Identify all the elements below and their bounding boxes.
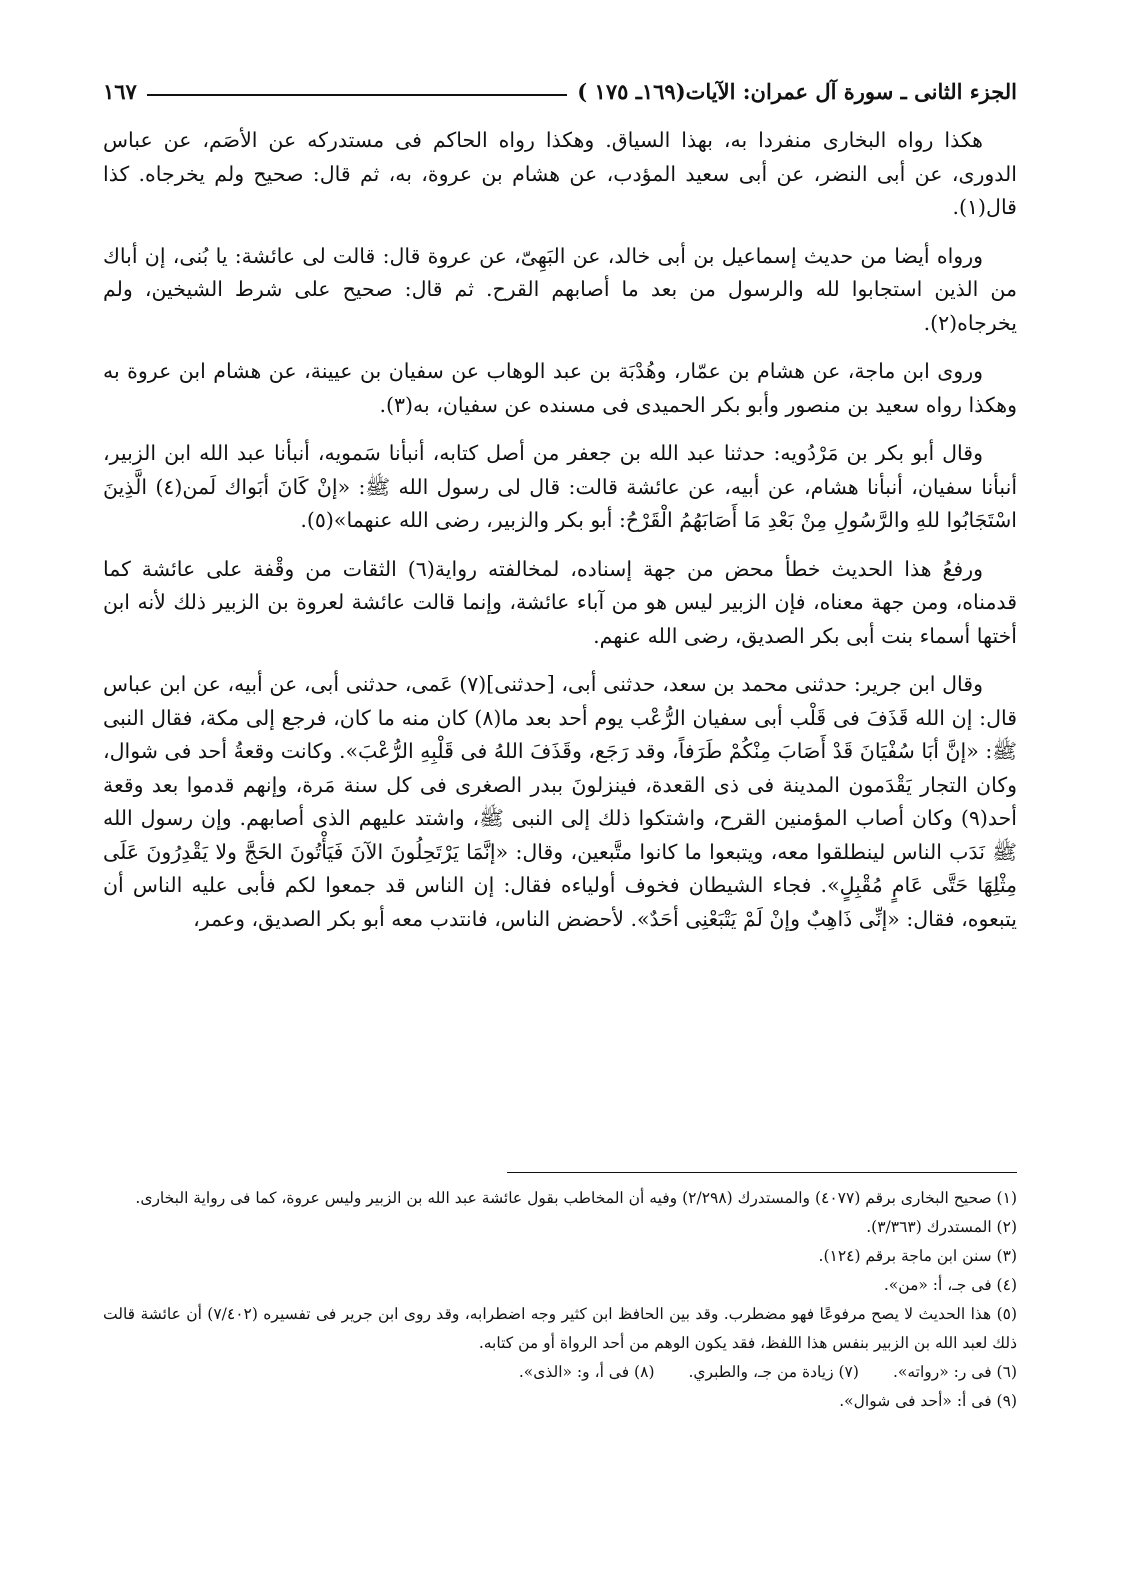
running-header — [103, 74, 1017, 108]
header-rule — [147, 94, 567, 96]
footnotes — [103, 1184, 1017, 1416]
page-number: ١٦٧ — [103, 78, 137, 104]
footnote: (١) صحيح البخارى برقم (٤٠٧٧) والمستدرك (٢/٢٩٨) وفيه أن المخاطب بقول عائشة عبد الله بن الزبير وليس عروة، كما فى رواية البخارى. — [135, 1189, 1017, 1207]
main-text — [103, 124, 1017, 951]
book-page — [103, 0, 1017, 1595]
paragraph: وقال أبو بكر بن مَرْدُويه: حدثنا عبد الله بن جعفر من أصل كتابه، أنبأنا سَمويه، أنبأنا عبد الله ابن الزبير، أنبأنا سفيان، أنبأنا هشام، عن أبيه، عن عائشة قالت: قال لى رسول الله ﷺ: «إنْ كَانَ أبَواك لَمن(٤) الَّذِينَ اسْتَجَابُوا للهِ والرَّسُولِ مِنْ بَعْدِ مَا أَصَابَهُمُ الْقَرْحُ: أبو بكر والزبير، رضى الله عنهما»(٥). — [103, 441, 1018, 532]
paragraph: ورفعُ هذا الحديث خطأ محض من جهة إسناده، لمخالفته رواية(٦) الثقات من وقْفة على عائشة كما قدمناه، ومن جهة معناه، فإن الزبير ليس هو من آباء عائشة، وإنما قالت عائشة لعروة بن الزبير ذلك لأنه ابن أختها أسماء بنت أبى بكر الصديق، رضى الله عنهم. — [103, 556, 1017, 648]
footnote: (٨) فى أ، و: «الذى». — [518, 1363, 655, 1381]
footnote-separator — [507, 1172, 1017, 1173]
paragraph: هكذا رواه البخارى منفردا به، بهذا السياق. وهكذا رواه الحاكم فى مستدركه عن الأصَم، عن عباس الدورى، عن أبى النضر، عن أبى سعيد المؤدب، عن هشام بن عروة، به، ثم قال: صحيح ولم يخرجاه. كذا قال(١). — [103, 128, 1017, 219]
footnote: (٩) فى أ: «أحد فى شوال». — [839, 1392, 1017, 1410]
footnote-row — [103, 1358, 1017, 1387]
paragraph: وقال ابن جرير: حدثنى محمد بن سعد، حدثنى أبى، [حدثنى](٧) عَمى، حدثنى أبى، عن أبيه، عن ابن عباس قال: إن الله قَذَفَ فى قَلْب أبى سفيان الرُّعْب يوم أحد بعد ما(٨) كان منه ما كان، فرجع إلى مكة، فقال النبى ﷺ: «إنَّ أبَا سُفْيَانَ قَدْ أَصَابَ مِنْكُمْ طَرَفاً، وقد رَجَع، وقَذَفَ اللهُ فى قَلْبِهِ الرُّعْبَ». وكانت وقعةُ أحد فى شوال، وكان التجار يَقْدَمون المدينة فى ذى القعدة، فينزلونَ ببدر الصغرى فى كل سنة مَرة، وإنهم قدموا بعد وقعة أحد(٩) وكان أصاب المؤمنين القرح، واشتكوا ذلك إلى النبى ﷺ، واشتد عليهم الذى أصابهم. وإن رسول الله ﷺ نَدَب الناس لينطلقوا معه، ويتبعوا ما كانوا متَّبعين، وقال: «إنَّمَا يَرْتَحِلُونَ الآنَ فَيَأْتُونَ الحَجَّ ولا يَقْدِرُونَ عَلَى مِثْلِهَا حَتَّى عَامٍ مُقْبِلٍ». فجاء الشيطان فخوف أولياءه فقال: إن الناس قد جمعوا لكم فأبى عليه الناس أن يتبعوه، فقال: «إنِّى ذَاهِبٌ وإنْ لَمْ يَتْبَعْنِى أحَدٌ». لأحضض الناس، فانتدب معه أبو بكر الصديق، وعمر، — [103, 672, 1018, 931]
footnote: (٤) فى جـ، أ: «من». — [883, 1276, 1017, 1294]
footnote: (٥) هذا الحديث لا يصح مرفوعًا فهو مضطرب. وقد بين الحافظ ابن كثير وجه اضطرابه، وقد روى ابن جرير فى تفسيره (٧/٤٠٢) أن عائشة قالت ذلك لعبد الله بن الزبير بنفس هذا اللفظ، فقد يكون الوهم من أحد الرواة أو من كتابه. — [103, 1305, 1018, 1352]
footnote: (٣) سنن ابن ماجة برقم (١٢٤). — [818, 1247, 1017, 1265]
paragraph: ورواه أيضا من حديث إسماعيل بن أبى خالد، عن البَهِىّ، عن عروة قال: قالت لى عائشة: يا بُنى، إن أباك من الذين استجابوا لله والرسول من بعد ما أصابهم القرح. ثم قال: صحيح على شرط الشيخين، ولم يخرجاه(٢). — [103, 243, 1017, 335]
footnote: (٢) المستدرك (٣/٣٦٣). — [866, 1218, 1017, 1236]
footnote: (٦) فى ر: «رواته». — [892, 1363, 1017, 1381]
paragraph: وروى ابن ماجة، عن هشام بن عمّار، وهُدْبَة بن عبد الوهاب عن سفيان بن عيينة، عن هشام ابن عروة به وهكذا رواه سعيد بن منصور وأبو بكر الحميدى فى مسنده عن سفيان، به(٣). — [103, 359, 1017, 417]
footnote: (٧) زيادة من جـ، والطبري. — [688, 1363, 859, 1381]
header-title: الجزء الثانى ـ سورة آل عمران: الآيات(١٦٩ـ ١٧٥ ) — [577, 78, 1017, 104]
